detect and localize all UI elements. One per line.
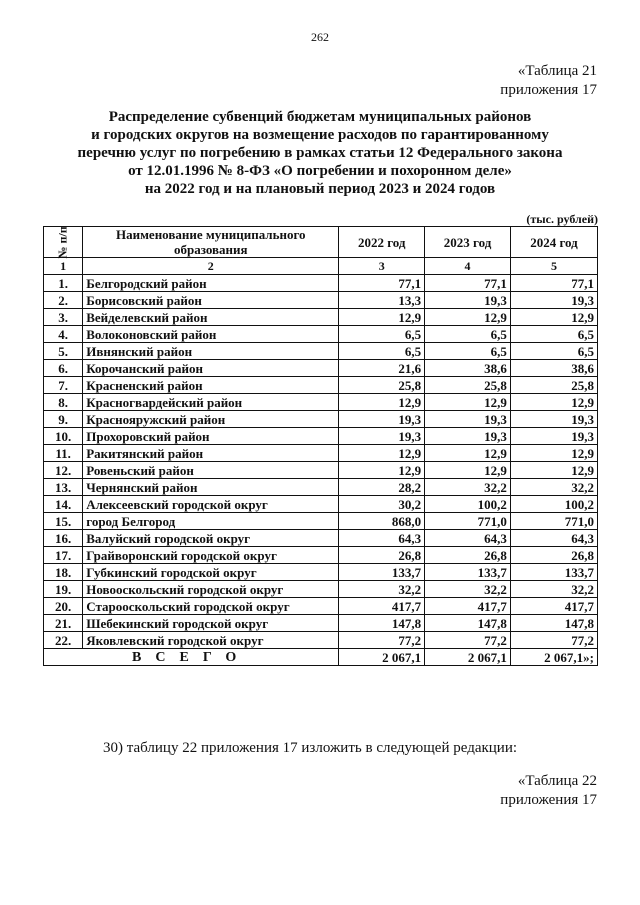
row-value-2024: 77,2 bbox=[510, 632, 597, 649]
column-index: 4 bbox=[425, 258, 511, 275]
row-number: 6. bbox=[44, 360, 83, 377]
row-name: Вейделевский район bbox=[83, 309, 339, 326]
row-value-2023: 147,8 bbox=[425, 615, 511, 632]
row-value-2024: 6,5 bbox=[510, 326, 597, 343]
total-2023: 2 067,1 bbox=[425, 649, 511, 666]
table-row bbox=[44, 547, 598, 564]
row-number: 3. bbox=[44, 309, 83, 326]
table-row bbox=[44, 309, 598, 326]
header-number-label: № п/п bbox=[55, 226, 70, 259]
row-value-2024: 417,7 bbox=[510, 598, 597, 615]
row-value-2024: 12,9 bbox=[510, 309, 597, 326]
row-value-2022: 77,1 bbox=[339, 275, 425, 292]
row-number: 9. bbox=[44, 411, 83, 428]
row-value-2022: 19,3 bbox=[339, 411, 425, 428]
table-reference-line: «Таблица 22 bbox=[517, 773, 597, 789]
table-reference-bottom bbox=[500, 772, 597, 810]
row-name: Борисовский район bbox=[83, 292, 339, 309]
table-reference-top bbox=[500, 62, 597, 100]
row-number: 11. bbox=[44, 445, 83, 462]
header-name-line: образования bbox=[173, 242, 248, 257]
row-value-2023: 32,2 bbox=[425, 479, 511, 496]
row-value-2023: 77,1 bbox=[425, 275, 511, 292]
title-line: перечню услуг по погребению в рамках статьи 12 Федерального закона bbox=[77, 145, 563, 161]
row-name: Ракитянский район bbox=[83, 445, 339, 462]
row-value-2023: 6,5 bbox=[425, 343, 511, 360]
subvention-table bbox=[43, 226, 598, 666]
table-reference-line: «Таблица 21 bbox=[517, 63, 597, 79]
table-row bbox=[44, 411, 598, 428]
row-value-2023: 12,9 bbox=[425, 309, 511, 326]
table-row bbox=[44, 462, 598, 479]
row-name: Валуйский городской округ bbox=[83, 530, 339, 547]
row-number: 8. bbox=[44, 394, 83, 411]
title-line: и городских округов на возмещение расходов по гарантированному bbox=[91, 127, 549, 143]
row-value-2023: 32,2 bbox=[425, 581, 511, 598]
row-value-2024: 77,1 bbox=[510, 275, 597, 292]
row-value-2024: 133,7 bbox=[510, 564, 597, 581]
row-number: 15. bbox=[44, 513, 83, 530]
row-value-2023: 19,3 bbox=[425, 411, 511, 428]
header-2024: 2024 год bbox=[510, 227, 597, 258]
row-value-2022: 21,6 bbox=[339, 360, 425, 377]
header-name bbox=[83, 227, 339, 258]
row-value-2022: 77,2 bbox=[339, 632, 425, 649]
row-value-2024: 19,3 bbox=[510, 292, 597, 309]
row-value-2022: 12,9 bbox=[339, 309, 425, 326]
row-value-2024: 6,5 bbox=[510, 343, 597, 360]
row-value-2023: 12,9 bbox=[425, 445, 511, 462]
row-value-2022: 868,0 bbox=[339, 513, 425, 530]
row-name: Волоконовский район bbox=[83, 326, 339, 343]
row-value-2023: 77,2 bbox=[425, 632, 511, 649]
row-value-2022: 12,9 bbox=[339, 394, 425, 411]
row-number: 18. bbox=[44, 564, 83, 581]
row-number: 2. bbox=[44, 292, 83, 309]
total-2022: 2 067,1 bbox=[339, 649, 425, 666]
column-index: 2 bbox=[83, 258, 339, 275]
table-row bbox=[44, 564, 598, 581]
row-number: 20. bbox=[44, 598, 83, 615]
row-value-2024: 26,8 bbox=[510, 547, 597, 564]
row-name: Старооскольский городской округ bbox=[83, 598, 339, 615]
row-name: Шебекинский городской округ bbox=[83, 615, 339, 632]
page-number: 262 bbox=[311, 30, 329, 44]
table-row bbox=[44, 581, 598, 598]
row-value-2024: 100,2 bbox=[510, 496, 597, 513]
row-name: Ровеньский район bbox=[83, 462, 339, 479]
row-name: Корочанский район bbox=[83, 360, 339, 377]
table-body bbox=[44, 275, 598, 649]
row-value-2022: 25,8 bbox=[339, 377, 425, 394]
row-number: 4. bbox=[44, 326, 83, 343]
row-value-2024: 12,9 bbox=[510, 462, 597, 479]
row-number: 1. bbox=[44, 275, 83, 292]
row-value-2023: 38,6 bbox=[425, 360, 511, 377]
column-index-row bbox=[44, 258, 598, 275]
row-value-2024: 38,6 bbox=[510, 360, 597, 377]
row-name: Красногвардейский район bbox=[83, 394, 339, 411]
total-row bbox=[44, 649, 598, 666]
row-number: 21. bbox=[44, 615, 83, 632]
row-value-2023: 6,5 bbox=[425, 326, 511, 343]
row-name: Ивнянский район bbox=[83, 343, 339, 360]
row-value-2022: 12,9 bbox=[339, 462, 425, 479]
row-value-2022: 30,2 bbox=[339, 496, 425, 513]
title-line: на 2022 год и на плановый период 2023 и 2024 годов bbox=[144, 181, 496, 197]
row-name: Алексеевский городской округ bbox=[83, 496, 339, 513]
row-name: город Белгород bbox=[83, 513, 339, 530]
table-row bbox=[44, 496, 598, 513]
row-name: Чернянский район bbox=[83, 479, 339, 496]
row-value-2024: 25,8 bbox=[510, 377, 597, 394]
row-value-2023: 64,3 bbox=[425, 530, 511, 547]
row-value-2024: 12,9 bbox=[510, 445, 597, 462]
units-label: (тыс. рублей) bbox=[526, 212, 598, 226]
row-value-2024: 147,8 bbox=[510, 615, 597, 632]
row-number: 10. bbox=[44, 428, 83, 445]
row-value-2024: 19,3 bbox=[510, 411, 597, 428]
total-label: ВСЕГО bbox=[44, 649, 339, 666]
table-row bbox=[44, 445, 598, 462]
column-index: 1 bbox=[44, 258, 83, 275]
row-name: Прохоровский район bbox=[83, 428, 339, 445]
title-line: от 12.01.1996 № 8-ФЗ «О погребении и похоронном деле» bbox=[128, 163, 512, 179]
row-number: 12. bbox=[44, 462, 83, 479]
total-2024: 2 067,1»; bbox=[510, 649, 597, 666]
row-value-2024: 19,3 bbox=[510, 428, 597, 445]
table-header-row bbox=[44, 227, 598, 258]
table-reference-line: приложения 17 bbox=[500, 792, 597, 808]
row-value-2022: 28,2 bbox=[339, 479, 425, 496]
row-number: 16. bbox=[44, 530, 83, 547]
row-value-2022: 133,7 bbox=[339, 564, 425, 581]
table-row bbox=[44, 530, 598, 547]
table-row bbox=[44, 615, 598, 632]
table-row bbox=[44, 360, 598, 377]
table-row bbox=[44, 343, 598, 360]
row-name: Губкинский городской округ bbox=[83, 564, 339, 581]
row-number: 13. bbox=[44, 479, 83, 496]
row-value-2024: 32,2 bbox=[510, 479, 597, 496]
header-2022: 2022 год bbox=[339, 227, 425, 258]
table-row bbox=[44, 598, 598, 615]
row-value-2022: 417,7 bbox=[339, 598, 425, 615]
row-name: Яковлевский городской округ bbox=[83, 632, 339, 649]
column-index: 3 bbox=[339, 258, 425, 275]
document-title bbox=[40, 108, 600, 198]
row-value-2023: 19,3 bbox=[425, 428, 511, 445]
row-name: Грайворонский городской округ bbox=[83, 547, 339, 564]
table-row bbox=[44, 632, 598, 649]
row-value-2022: 26,8 bbox=[339, 547, 425, 564]
row-value-2024: 771,0 bbox=[510, 513, 597, 530]
amendment-note: 30) таблицу 22 приложения 17 изложить в следующей редакции: bbox=[103, 740, 518, 756]
row-value-2022: 64,3 bbox=[339, 530, 425, 547]
title-line: Распределение субвенций бюджетам муниципальных районов bbox=[108, 109, 532, 125]
row-number: 14. bbox=[44, 496, 83, 513]
row-value-2023: 19,3 bbox=[425, 292, 511, 309]
row-value-2022: 147,8 bbox=[339, 615, 425, 632]
row-name: Новооскольский городской округ bbox=[83, 581, 339, 598]
row-value-2022: 32,2 bbox=[339, 581, 425, 598]
row-name: Красненский район bbox=[83, 377, 339, 394]
row-value-2023: 26,8 bbox=[425, 547, 511, 564]
row-value-2023: 100,2 bbox=[425, 496, 511, 513]
row-number: 22. bbox=[44, 632, 83, 649]
table-row bbox=[44, 513, 598, 530]
column-index: 5 bbox=[510, 258, 597, 275]
row-number: 19. bbox=[44, 581, 83, 598]
table-reference-line: приложения 17 bbox=[500, 82, 597, 98]
row-value-2022: 13,3 bbox=[339, 292, 425, 309]
row-value-2023: 12,9 bbox=[425, 462, 511, 479]
row-number: 5. bbox=[44, 343, 83, 360]
row-number: 17. bbox=[44, 547, 83, 564]
header-2023: 2023 год bbox=[425, 227, 511, 258]
row-value-2023: 25,8 bbox=[425, 377, 511, 394]
table-row bbox=[44, 377, 598, 394]
row-name: Краснояружский район bbox=[83, 411, 339, 428]
row-number: 7. bbox=[44, 377, 83, 394]
row-value-2024: 64,3 bbox=[510, 530, 597, 547]
row-value-2022: 19,3 bbox=[339, 428, 425, 445]
header-name-line: Наименование муниципального bbox=[115, 227, 306, 242]
table-row bbox=[44, 428, 598, 445]
row-value-2023: 771,0 bbox=[425, 513, 511, 530]
table-row bbox=[44, 292, 598, 309]
row-value-2023: 12,9 bbox=[425, 394, 511, 411]
row-value-2022: 6,5 bbox=[339, 343, 425, 360]
table-row bbox=[44, 275, 598, 292]
header-number bbox=[44, 227, 83, 258]
table-row bbox=[44, 394, 598, 411]
row-value-2024: 12,9 bbox=[510, 394, 597, 411]
row-value-2023: 133,7 bbox=[425, 564, 511, 581]
table-row bbox=[44, 479, 598, 496]
row-value-2023: 417,7 bbox=[425, 598, 511, 615]
row-value-2022: 12,9 bbox=[339, 445, 425, 462]
row-value-2024: 32,2 bbox=[510, 581, 597, 598]
table-row bbox=[44, 326, 598, 343]
row-name: Белгородский район bbox=[83, 275, 339, 292]
row-value-2022: 6,5 bbox=[339, 326, 425, 343]
